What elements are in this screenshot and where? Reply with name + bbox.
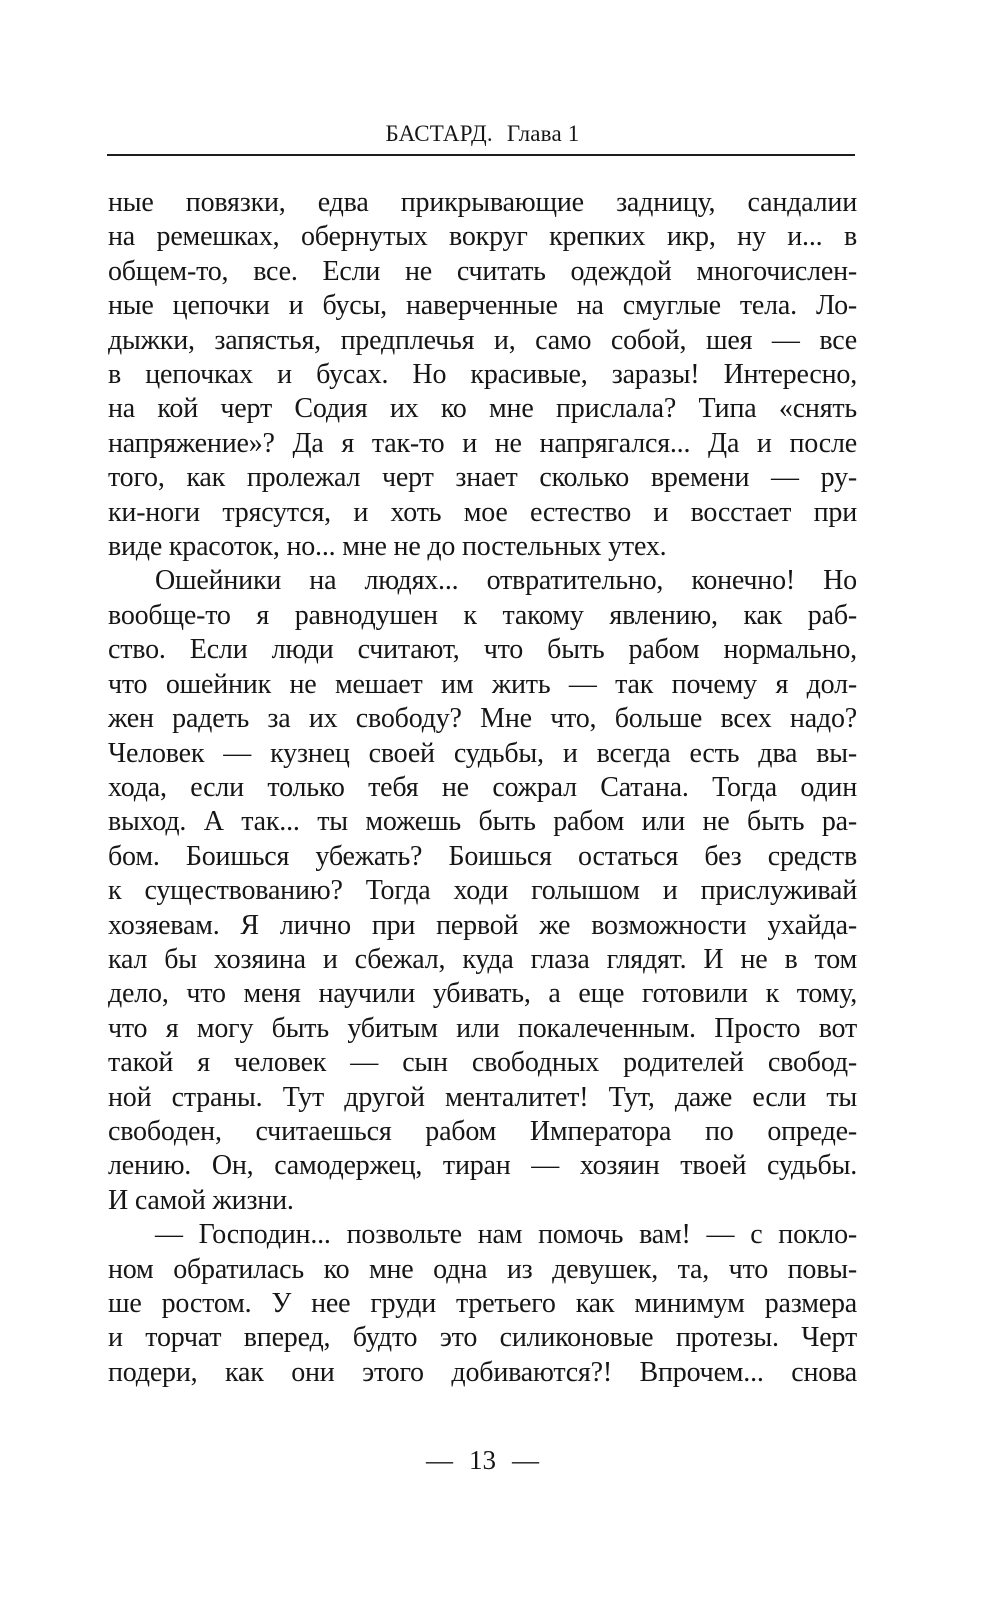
body-line: свободен, считаешься рабом Императора по опреде- — [108, 1115, 857, 1147]
body-line: ной страны. Тут другой менталитет! Тут, даже если ты — [108, 1081, 857, 1113]
body-line: к существованию? Тогда ходи голышом и прислуживай — [108, 875, 857, 907]
body-line: виде красоток, но... мне не до постельных утех. — [108, 531, 667, 563]
header-rule — [107, 154, 855, 156]
body-line: выход. А так... ты можешь быть рабом или не быть ра- — [108, 806, 857, 838]
running-head-chapter: Глава 1 — [506, 121, 580, 146]
body-line: ство. Если люди считают, что быть рабом нормально, — [108, 634, 857, 666]
body-line: Ошейники на людях... отвратительно, конечно! Но — [155, 565, 857, 597]
body-line: дело, что меня научили убивать, а еще готовили к тому, — [108, 978, 857, 1010]
body-line: хода, если только тебя не сожрал Сатана. Тогда один — [108, 771, 857, 803]
body-line: ные повязки, едва прикрывающие задницу, сандалии — [108, 187, 857, 218]
page-number: 13 — [469, 1445, 496, 1475]
body-line: ки-ноги трясутся, и хоть мое естество и восстает при — [108, 496, 857, 528]
running-head — [108, 120, 857, 148]
body-line: в цепочках и бусах. Но красивые, заразы! Интересно, — [108, 359, 857, 391]
page-footer — [108, 1444, 857, 1476]
body-line: вообще-то я равнодушен к такому явлению, как раб- — [108, 599, 857, 631]
body-line: И самой жизни. — [108, 1184, 294, 1216]
body-line: Человек — кузнец своей судьбы, и всегда есть два вы- — [108, 737, 857, 769]
body-line: на ремешках, обернутых вокруг крепких икр, ну и... в — [108, 221, 857, 253]
body-line: подери, как они этого добиваются?! Впрочем... снова — [108, 1356, 857, 1388]
body-line: бом. Боишься убежать? Боишься остаться без средств — [108, 840, 857, 872]
body-line: лению. Он, самодержец, тиран — хозяин твоей судьбы. — [108, 1150, 857, 1182]
body-line: напряжение»? Да я так-то и не напрягался... Да и после — [108, 427, 857, 459]
body-line: такой я человек — сын свободных родителей свобод- — [108, 1047, 857, 1079]
footer-left-dash: — — [426, 1445, 453, 1475]
body-line: дыжки, запястья, предплечья и, само собой, шея — все — [108, 324, 857, 356]
body-line: хозяевам. Я лично при первой же возможности ухайда- — [108, 909, 857, 941]
body-line: того, как пролежал черт знает сколько времени — ру- — [108, 462, 857, 494]
body-line: общем-то, все. Если не считать одеждой многочислен- — [108, 255, 857, 287]
page-body — [108, 186, 857, 1390]
body-line: и торчат вперед, будто это силиконовые протезы. Черт — [108, 1322, 857, 1354]
body-line: жен радеть за их свободу? Мне что, больше всех надо? — [108, 703, 857, 735]
body-line: кал бы хозяина и сбежал, куда глаза глядят. И не в том — [108, 943, 857, 975]
body-line: — Господин... позвольте нам помочь вам! — с покло- — [155, 1219, 857, 1251]
body-line: ном обратилась ко мне одна из девушек, та, что повы- — [108, 1253, 857, 1285]
body-line: ше ростом. У нее груди третьего как минимум размера — [108, 1288, 857, 1319]
body-line: на кой черт Содия их ко мне прислала? Типа «снять — [108, 393, 857, 425]
body-line: ные цепочки и бусы, наверченные на смуглые тела. Ло- — [108, 290, 857, 322]
footer-right-dash: — — [512, 1445, 539, 1475]
running-head-book-title: БАСТАРД. — [385, 121, 493, 146]
body-line: что я могу быть убитым или покалеченным. Просто вот — [108, 1012, 857, 1044]
body-line: что ошейник не мешает им жить — так почему я дол- — [108, 668, 857, 700]
